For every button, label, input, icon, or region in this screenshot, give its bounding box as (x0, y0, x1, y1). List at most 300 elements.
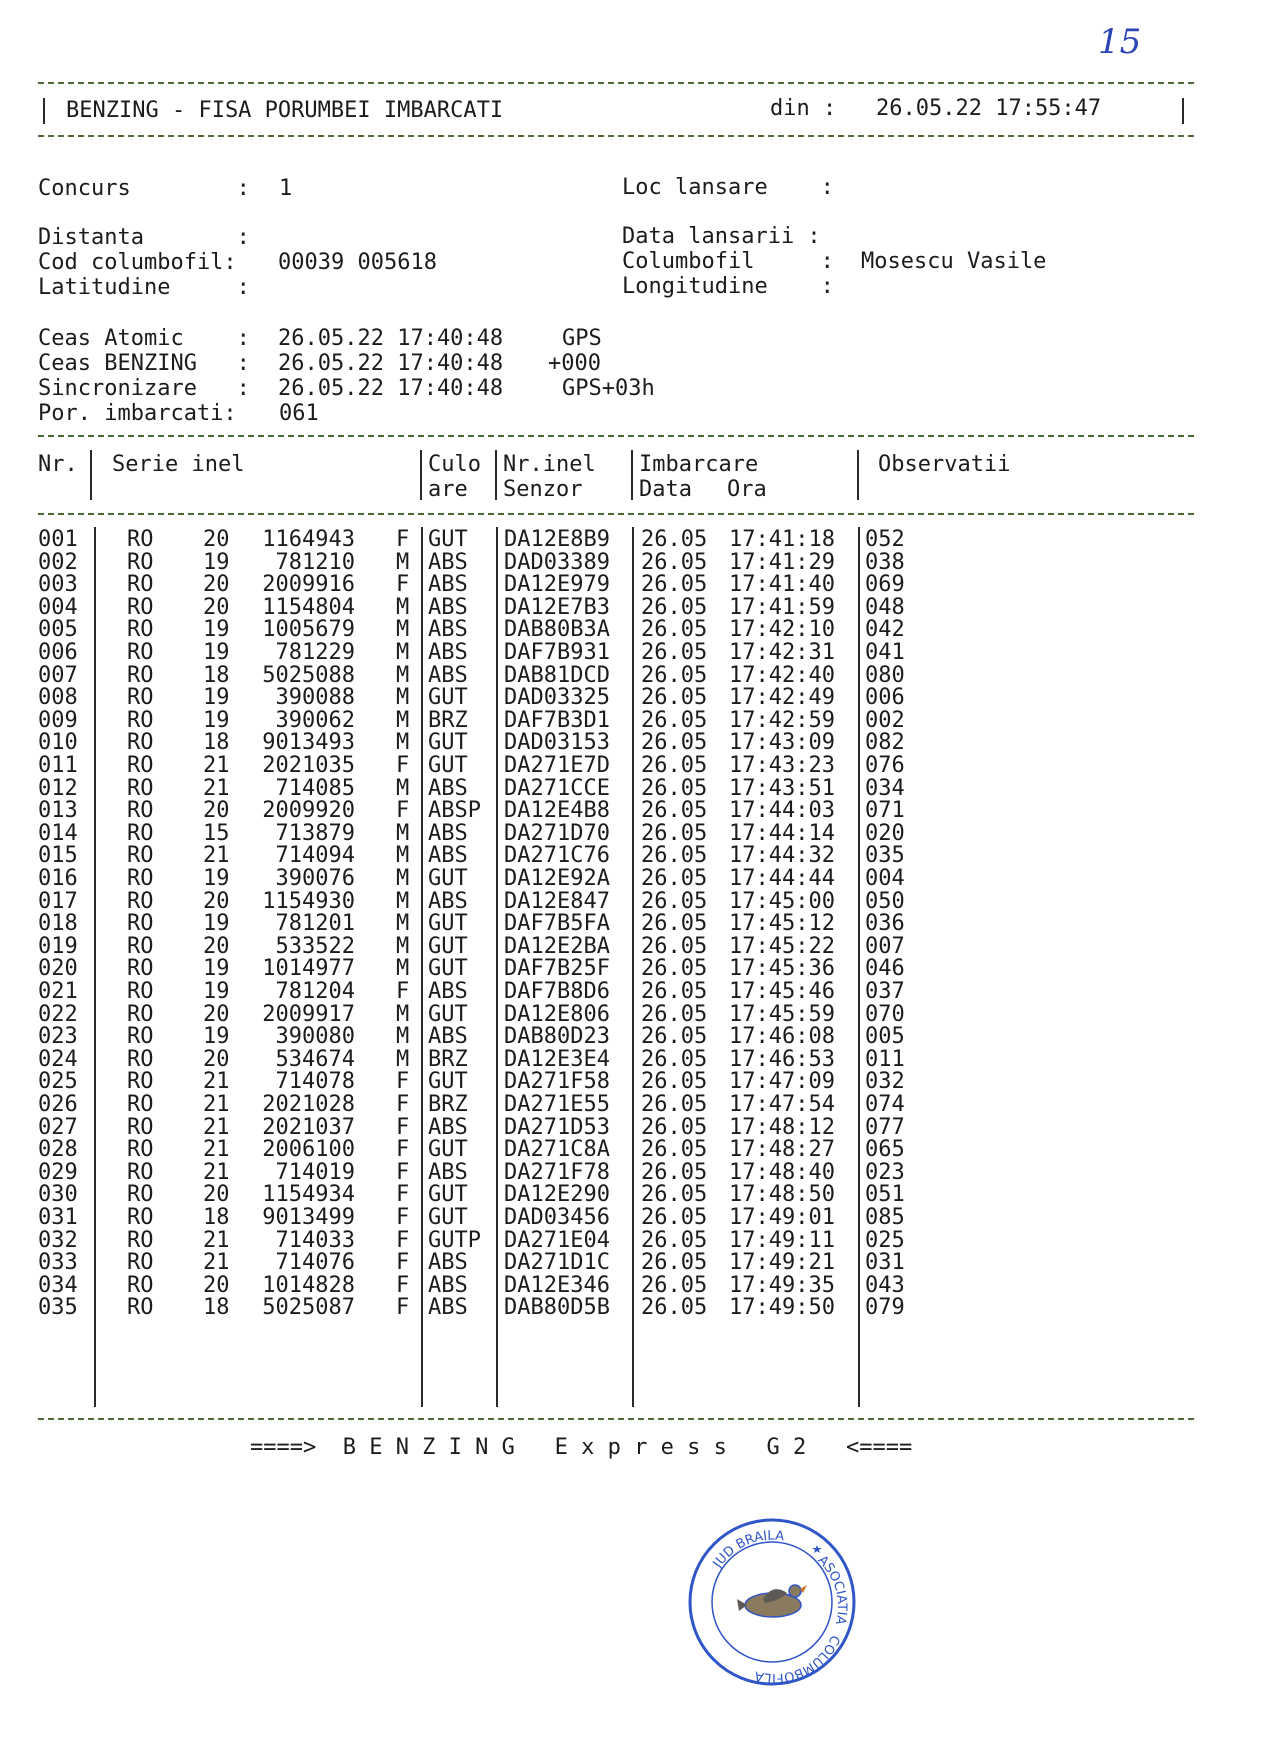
row-color: GUTP (428, 1227, 481, 1253)
row-ring-number: 2006100 (262, 1137, 355, 1163)
row-date: 26.05 (641, 549, 708, 575)
row-sensor: DA12E806 (504, 1001, 610, 1027)
row-year: 19 (203, 640, 230, 665)
row-time: 17:45:00 (729, 888, 835, 914)
row-observation: 006 (865, 685, 905, 711)
row-ring-number: 390062 (275, 707, 355, 733)
row-time: 17:47:09 (729, 1069, 835, 1095)
row-country: RO (127, 1182, 154, 1208)
table-row (0, 640, 1276, 665)
row-color: ABS (428, 888, 468, 914)
pigeon-icon (737, 1585, 807, 1617)
row-time: 17:48:12 (729, 1114, 835, 1140)
row-country: RO (127, 549, 154, 575)
row-time: 17:45:22 (729, 933, 835, 959)
row-color: GUT (428, 911, 468, 937)
row-time: 17:45:36 (729, 956, 835, 982)
row-date: 26.05 (641, 1205, 708, 1230)
row-year: 21 (203, 753, 230, 778)
row-sensor: DA12E4B8 (504, 798, 610, 824)
row-sensor: DA271F78 (504, 1159, 610, 1185)
row-color: ABS (428, 1114, 468, 1140)
row-sensor: DAF7B8D6 (504, 979, 610, 1004)
row-country: RO (127, 707, 154, 733)
row-sensor: DA271E7D (504, 753, 610, 778)
row-observation: 077 (865, 1114, 905, 1140)
row-nr: 013 (38, 798, 78, 824)
row-time: 17:49:35 (729, 1272, 835, 1298)
sincronizare-suffix: GPS+03h (562, 376, 655, 401)
table-row (0, 663, 1276, 688)
row-date: 26.05 (641, 572, 708, 598)
row-country: RO (127, 911, 154, 937)
row-observation: 048 (865, 594, 905, 620)
row-time: 17:44:44 (729, 866, 835, 891)
table-row (0, 1047, 1276, 1072)
table-row (0, 1273, 1276, 1298)
row-date: 26.05 (641, 1024, 708, 1050)
row-time: 17:45:46 (729, 979, 835, 1004)
row-nr: 034 (38, 1272, 78, 1298)
row-year: 18 (203, 1205, 230, 1230)
row-sensor: DA12E2BA (504, 933, 610, 959)
row-ring-number: 714019 (275, 1159, 355, 1185)
col-header-culoare-2: are (428, 477, 468, 502)
row-date: 26.05 (641, 1114, 708, 1140)
row-country: RO (127, 798, 154, 824)
row-ring-number: 1154934 (262, 1182, 355, 1208)
row-sensor: DA12E92A (504, 866, 610, 891)
row-observation: 043 (865, 1272, 905, 1298)
row-year: 19 (203, 979, 230, 1004)
row-time: 17:41:29 (729, 549, 835, 575)
table-row (0, 979, 1276, 1004)
row-time: 17:42:31 (729, 640, 835, 665)
table-row (0, 1092, 1276, 1117)
cod-columbofil-label: Cod columbofil: (38, 250, 237, 275)
row-country: RO (127, 1001, 154, 1027)
row-sex: F (396, 1159, 410, 1185)
row-sex: F (396, 1137, 410, 1163)
row-sex: F (396, 527, 410, 552)
row-sex: F (396, 1182, 410, 1208)
ceas-benzing-value: 26.05.22 17:40:48 (278, 351, 504, 376)
row-color: BRZ (428, 1092, 468, 1117)
row-ring-number: 1005679 (262, 617, 355, 643)
row-sex: M (396, 662, 410, 688)
row-country: RO (127, 617, 154, 643)
row-ring-number: 781210 (275, 549, 355, 575)
row-sensor: DA271E55 (504, 1092, 610, 1117)
row-sex: F (396, 1205, 410, 1230)
table-row (0, 753, 1276, 778)
row-time: 17:42:40 (729, 662, 835, 688)
row-year: 20 (203, 594, 230, 620)
handwritten-mark: 15 (1098, 22, 1142, 62)
row-observation: 025 (865, 1227, 905, 1253)
row-year: 18 (203, 730, 230, 756)
row-date: 26.05 (641, 1001, 708, 1027)
row-time: 17:49:11 (729, 1227, 835, 1253)
row-year: 20 (203, 1046, 230, 1072)
row-time: 17:43:23 (729, 753, 835, 778)
row-time: 17:46:53 (729, 1046, 835, 1072)
row-country: RO (127, 640, 154, 665)
table-row (0, 730, 1276, 755)
row-sex: F (396, 1092, 410, 1117)
row-date: 26.05 (641, 820, 708, 846)
row-sex: F (396, 572, 410, 598)
header-bottom-divider (38, 135, 1194, 137)
row-nr: 033 (38, 1250, 78, 1276)
columbofil-label: Columbofil : (622, 249, 834, 274)
row-observation: 041 (865, 640, 905, 665)
row-ring-number: 714094 (275, 843, 355, 869)
row-color: GUT (428, 956, 468, 982)
row-sensor: DAB80D23 (504, 1024, 610, 1050)
row-observation: 071 (865, 798, 905, 824)
row-nr: 018 (38, 911, 78, 937)
row-sex: M (396, 617, 410, 643)
row-color: GUT (428, 933, 468, 959)
row-sex: M (396, 1024, 410, 1050)
row-sensor: DA12E7B3 (504, 594, 610, 620)
sincronizare-value: 26.05.22 17:40:48 (278, 376, 504, 401)
cod-columbofil-value: 00039 005618 (278, 250, 437, 275)
row-year: 18 (203, 1295, 230, 1321)
row-color: ABS (428, 1250, 468, 1276)
row-date: 26.05 (641, 979, 708, 1004)
stamp-bottom-text: COLUMBOFILA (753, 1632, 843, 1686)
row-observation: 002 (865, 707, 905, 733)
col-header-imbarcare: Imbarcare (639, 452, 759, 477)
row-time: 17:43:09 (729, 730, 835, 756)
columbofil-value: Mosescu Vasile (861, 249, 1047, 274)
row-observation: 035 (865, 843, 905, 869)
row-nr: 002 (38, 549, 78, 575)
table-row (0, 595, 1276, 620)
row-year: 20 (203, 527, 230, 552)
row-sensor: DAF7B3D1 (504, 707, 610, 733)
row-observation: 046 (865, 956, 905, 982)
row-date: 26.05 (641, 1182, 708, 1208)
row-observation: 085 (865, 1205, 905, 1230)
row-date: 26.05 (641, 911, 708, 937)
header-sep-3 (495, 450, 497, 500)
ceas-atomic-label: Ceas Atomic : (38, 326, 250, 351)
row-year: 19 (203, 1024, 230, 1050)
table-row (0, 1137, 1276, 1162)
row-sensor: DAB80B3A (504, 617, 610, 643)
row-sex: F (396, 1295, 410, 1321)
row-date: 26.05 (641, 1272, 708, 1298)
row-color: GUT (428, 1182, 468, 1208)
row-color: GUT (428, 1069, 468, 1095)
row-country: RO (127, 730, 154, 756)
row-country: RO (127, 1069, 154, 1095)
row-sensor: DA12E346 (504, 1272, 610, 1298)
row-year: 19 (203, 866, 230, 891)
row-observation: 082 (865, 730, 905, 756)
row-observation: 023 (865, 1159, 905, 1185)
row-year: 21 (203, 1069, 230, 1095)
row-date: 26.05 (641, 1137, 708, 1163)
row-sex: M (396, 933, 410, 959)
col-header-nrinel-1: Nr.inel (503, 452, 596, 477)
row-year: 19 (203, 956, 230, 982)
row-year: 19 (203, 707, 230, 733)
table-row (0, 821, 1276, 846)
table-row (0, 617, 1276, 642)
row-country: RO (127, 594, 154, 620)
row-nr: 032 (38, 1227, 78, 1253)
row-color: GUT (428, 527, 468, 552)
table-row (0, 1228, 1276, 1253)
col-header-nrinel-2: Senzor (503, 477, 583, 502)
row-time: 17:49:01 (729, 1205, 835, 1230)
row-ring-number: 713879 (275, 820, 355, 846)
row-observation: 079 (865, 1295, 905, 1321)
row-nr: 021 (38, 979, 78, 1004)
row-sensor: DA12E847 (504, 888, 610, 914)
row-ring-number: 714033 (275, 1227, 355, 1253)
row-ring-number: 1014828 (262, 1272, 355, 1298)
row-country: RO (127, 1272, 154, 1298)
row-time: 17:41:59 (729, 594, 835, 620)
col-header-culoare-1: Culo (428, 452, 481, 477)
row-date: 26.05 (641, 843, 708, 869)
row-ring-number: 1014977 (262, 956, 355, 982)
row-date: 26.05 (641, 707, 708, 733)
print-datetime: 26.05.22 17:55:47 (876, 96, 1102, 121)
row-observation: 042 (865, 617, 905, 643)
row-time: 17:45:59 (729, 1001, 835, 1027)
row-color: GUT (428, 730, 468, 756)
row-time: 17:41:40 (729, 572, 835, 598)
row-color: BRZ (428, 1046, 468, 1072)
row-country: RO (127, 979, 154, 1004)
row-observation: 031 (865, 1250, 905, 1276)
row-country: RO (127, 1024, 154, 1050)
row-sensor: DA271C76 (504, 843, 610, 869)
row-time: 17:49:21 (729, 1250, 835, 1276)
row-color: ABS (428, 820, 468, 846)
col-header-nr: Nr. (38, 452, 78, 477)
row-sensor: DA12E8B9 (504, 527, 610, 552)
distanta-label: Distanta : (38, 225, 250, 250)
row-year: 19 (203, 549, 230, 575)
row-sensor: DAD03456 (504, 1205, 610, 1230)
table-row (0, 572, 1276, 597)
row-sex: M (396, 707, 410, 733)
row-ring-number: 1164943 (262, 527, 355, 552)
row-color: ABS (428, 775, 468, 801)
row-date: 26.05 (641, 527, 708, 552)
row-sensor: DAF7B25F (504, 956, 610, 982)
row-year: 20 (203, 798, 230, 824)
row-observation: 038 (865, 549, 905, 575)
header-right-bar (1182, 98, 1184, 124)
row-nr: 026 (38, 1092, 78, 1117)
row-sex: M (396, 866, 410, 891)
row-sensor: DA271D53 (504, 1114, 610, 1140)
row-observation: 050 (865, 888, 905, 914)
row-country: RO (127, 1205, 154, 1230)
row-observation: 011 (865, 1046, 905, 1072)
row-date: 26.05 (641, 1295, 708, 1321)
row-sensor: DA271CCE (504, 775, 610, 801)
row-color: ABS (428, 640, 468, 665)
row-observation: 074 (865, 1092, 905, 1117)
row-nr: 009 (38, 707, 78, 733)
row-date: 26.05 (641, 685, 708, 711)
row-nr: 010 (38, 730, 78, 756)
row-sensor: DAD03389 (504, 549, 610, 575)
col-header-serie: Serie inel (112, 452, 245, 477)
association-stamp (685, 1515, 860, 1690)
row-ring-number: 2021028 (262, 1092, 355, 1117)
row-color: ABSP (428, 798, 481, 824)
table-row (0, 934, 1276, 959)
row-year: 18 (203, 662, 230, 688)
row-ring-number: 714076 (275, 1250, 355, 1276)
row-ring-number: 781201 (275, 911, 355, 937)
row-ring-number: 390080 (275, 1024, 355, 1050)
row-country: RO (127, 843, 154, 869)
ceas-atomic-value: 26.05.22 17:40:48 (278, 326, 504, 351)
row-sensor: DAB80D5B (504, 1295, 610, 1321)
row-time: 17:44:03 (729, 798, 835, 824)
row-sensor: DAF7B931 (504, 640, 610, 665)
row-color: ABS (428, 594, 468, 620)
row-country: RO (127, 1250, 154, 1276)
row-date: 26.05 (641, 617, 708, 643)
sincronizare-label: Sincronizare : (38, 376, 250, 401)
row-time: 17:44:32 (729, 843, 835, 869)
row-year: 19 (203, 911, 230, 937)
row-ring-number: 9013499 (262, 1205, 355, 1230)
row-nr: 001 (38, 527, 78, 552)
row-time: 17:46:08 (729, 1024, 835, 1050)
row-sensor: DA12E979 (504, 572, 610, 598)
data-lansarii-label: Data lansarii : (622, 224, 821, 249)
table-row (0, 685, 1276, 710)
row-sex: F (396, 979, 410, 1004)
row-observation: 004 (865, 866, 905, 891)
row-nr: 025 (38, 1069, 78, 1095)
row-color: ABS (428, 843, 468, 869)
header-bottom-divider-2 (38, 513, 1194, 515)
row-ring-number: 2009916 (262, 572, 355, 598)
row-country: RO (127, 572, 154, 598)
row-ring-number: 5025087 (262, 1295, 355, 1321)
table-row (0, 1205, 1276, 1230)
row-nr: 024 (38, 1046, 78, 1072)
row-color: ABS (428, 979, 468, 1004)
row-observation: 080 (865, 662, 905, 688)
row-ring-number: 781204 (275, 979, 355, 1004)
row-observation: 036 (865, 911, 905, 937)
row-sex: F (396, 1114, 410, 1140)
row-observation: 005 (865, 1024, 905, 1050)
row-ring-number: 2021035 (262, 753, 355, 778)
row-date: 26.05 (641, 933, 708, 959)
row-ring-number: 714085 (275, 775, 355, 801)
table-top-divider (38, 435, 1194, 437)
row-nr: 005 (38, 617, 78, 643)
row-observation: 052 (865, 527, 905, 552)
row-country: RO (127, 1114, 154, 1140)
table-row (0, 776, 1276, 801)
row-ring-number: 9013493 (262, 730, 355, 756)
row-observation: 070 (865, 1001, 905, 1027)
row-country: RO (127, 933, 154, 959)
row-date: 26.05 (641, 1159, 708, 1185)
row-nr: 007 (38, 662, 78, 688)
row-country: RO (127, 1092, 154, 1117)
concurs-value: 1 (279, 176, 293, 201)
row-observation: 034 (865, 775, 905, 801)
row-year: 20 (203, 1272, 230, 1298)
row-observation: 007 (865, 933, 905, 959)
row-sensor: DA271D1C (504, 1250, 610, 1276)
date-label: din : (770, 96, 837, 121)
row-country: RO (127, 888, 154, 914)
header-sep-2 (420, 450, 422, 500)
row-country: RO (127, 753, 154, 778)
row-nr: 011 (38, 753, 78, 778)
row-year: 20 (203, 888, 230, 914)
row-date: 26.05 (641, 730, 708, 756)
table-row (0, 1182, 1276, 1207)
row-sensor: DAF7B5FA (504, 911, 610, 937)
row-date: 26.05 (641, 1227, 708, 1253)
row-sex: F (396, 1250, 410, 1276)
table-bottom-divider (38, 1418, 1194, 1420)
row-country: RO (127, 1137, 154, 1163)
stamp-right-text: ASOCIATIA (814, 1552, 849, 1626)
row-sex: M (396, 594, 410, 620)
row-nr: 019 (38, 933, 78, 959)
row-sensor: DA271C8A (504, 1137, 610, 1163)
row-nr: 016 (38, 866, 78, 891)
header-top-divider (38, 82, 1194, 84)
row-nr: 027 (38, 1114, 78, 1140)
row-country: RO (127, 956, 154, 982)
row-sensor: DA12E3E4 (504, 1046, 610, 1072)
row-date: 26.05 (641, 1046, 708, 1072)
row-nr: 022 (38, 1001, 78, 1027)
row-time: 17:43:51 (729, 775, 835, 801)
table-row (0, 1295, 1276, 1320)
ceas-benzing-suffix: +000 (548, 351, 601, 376)
row-country: RO (127, 1227, 154, 1253)
row-year: 20 (203, 1001, 230, 1027)
row-time: 17:49:50 (729, 1295, 835, 1321)
row-ring-number: 2009917 (262, 1001, 355, 1027)
table-row (0, 1024, 1276, 1049)
col-header-observatii: Observatii (878, 452, 1011, 477)
row-country: RO (127, 1295, 154, 1321)
row-country: RO (127, 866, 154, 891)
stamp-top-text: JUD BRAILA (710, 1528, 785, 1571)
row-color: ABS (428, 662, 468, 688)
table-row (0, 1115, 1276, 1140)
row-year: 21 (203, 1227, 230, 1253)
row-color: GUT (428, 1205, 468, 1230)
row-ring-number: 1154930 (262, 888, 355, 914)
row-year: 21 (203, 1114, 230, 1140)
